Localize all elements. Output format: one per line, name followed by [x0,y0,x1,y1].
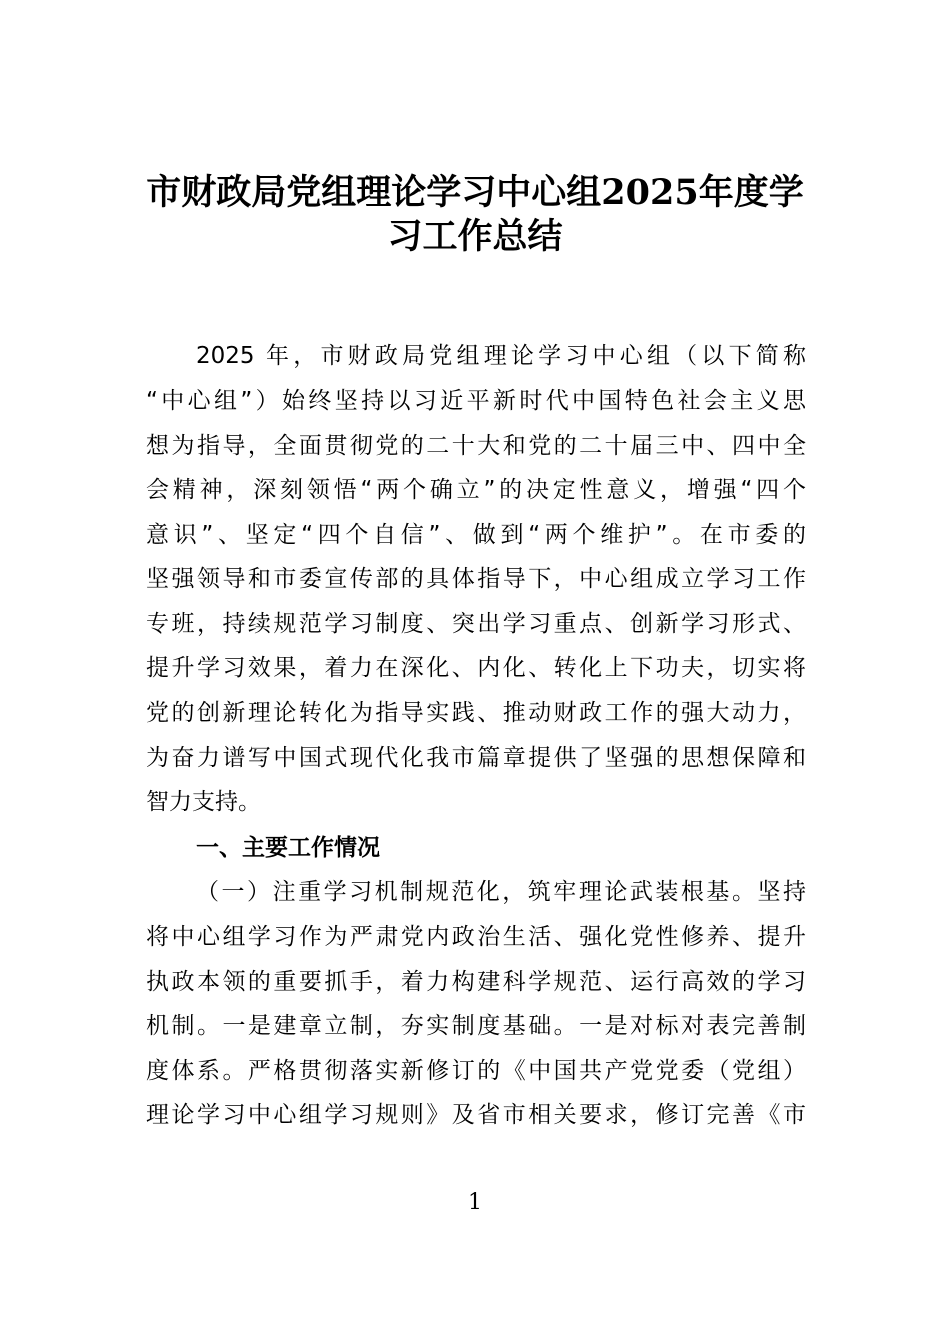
text-line: 专班，持续规范学习制度、突出学习重点、创新学习形式、 [146,611,806,637]
text-line: 提升学习效果，着力在深化、内化、转化上下功夫，切实将 [146,655,806,681]
text-line: 将中心组学习作为严肃党内政治生活、强化党性修养、提升 [146,924,806,950]
title-line-1: 市财政局党组理论学习中心组2025年度学 [146,172,804,213]
text-line: （一）注重学习机制规范化，筑牢理论武装根基。坚持 [196,879,806,905]
text-line: “中心组”）始终坚持以习近平新时代中国特色社会主义思 [146,388,806,414]
section-heading: 一、主要工作情况 [196,835,380,861]
text-line: 2025 年，市财政局党组理论学习中心组（以下简称 [196,343,806,369]
text-line: 想为指导，全面贯彻党的二十大和党的二十届三中、四中全 [146,433,806,459]
text-line: 度体系。严格贯彻落实新修订的《中国共产党党委（党组） [146,1058,806,1084]
text-line: 会精神，深刻领悟“两个确立”的决定性意义，增强“四个 [146,477,806,503]
text-line: 坚强领导和市委宣传部的具体指导下，中心组成立学习工作 [146,566,806,592]
text-line: 为奋力谱写中国式现代化我市篇章提供了坚强的思想保障和 [146,745,806,771]
text-line: 党的创新理论转化为指导实践、推动财政工作的强大动力， [146,700,806,726]
text-line: 执政本领的重要抓手，着力构建科学规范、运行高效的学习 [146,969,806,995]
text-line: 机制。一是建章立制，夯实制度基础。一是对标对表完善制 [146,1013,806,1039]
text-line: 理论学习中心组学习规则》及省市相关要求，修订完善《市 [146,1102,806,1128]
page-number: 1 [468,1190,482,1215]
text-line: 智力支持。 [146,789,261,815]
title-line-2: 习工作总结 [387,216,563,257]
text-line: 意识”、坚定“四个自信”、做到“两个维护”。在市委的 [146,522,806,548]
